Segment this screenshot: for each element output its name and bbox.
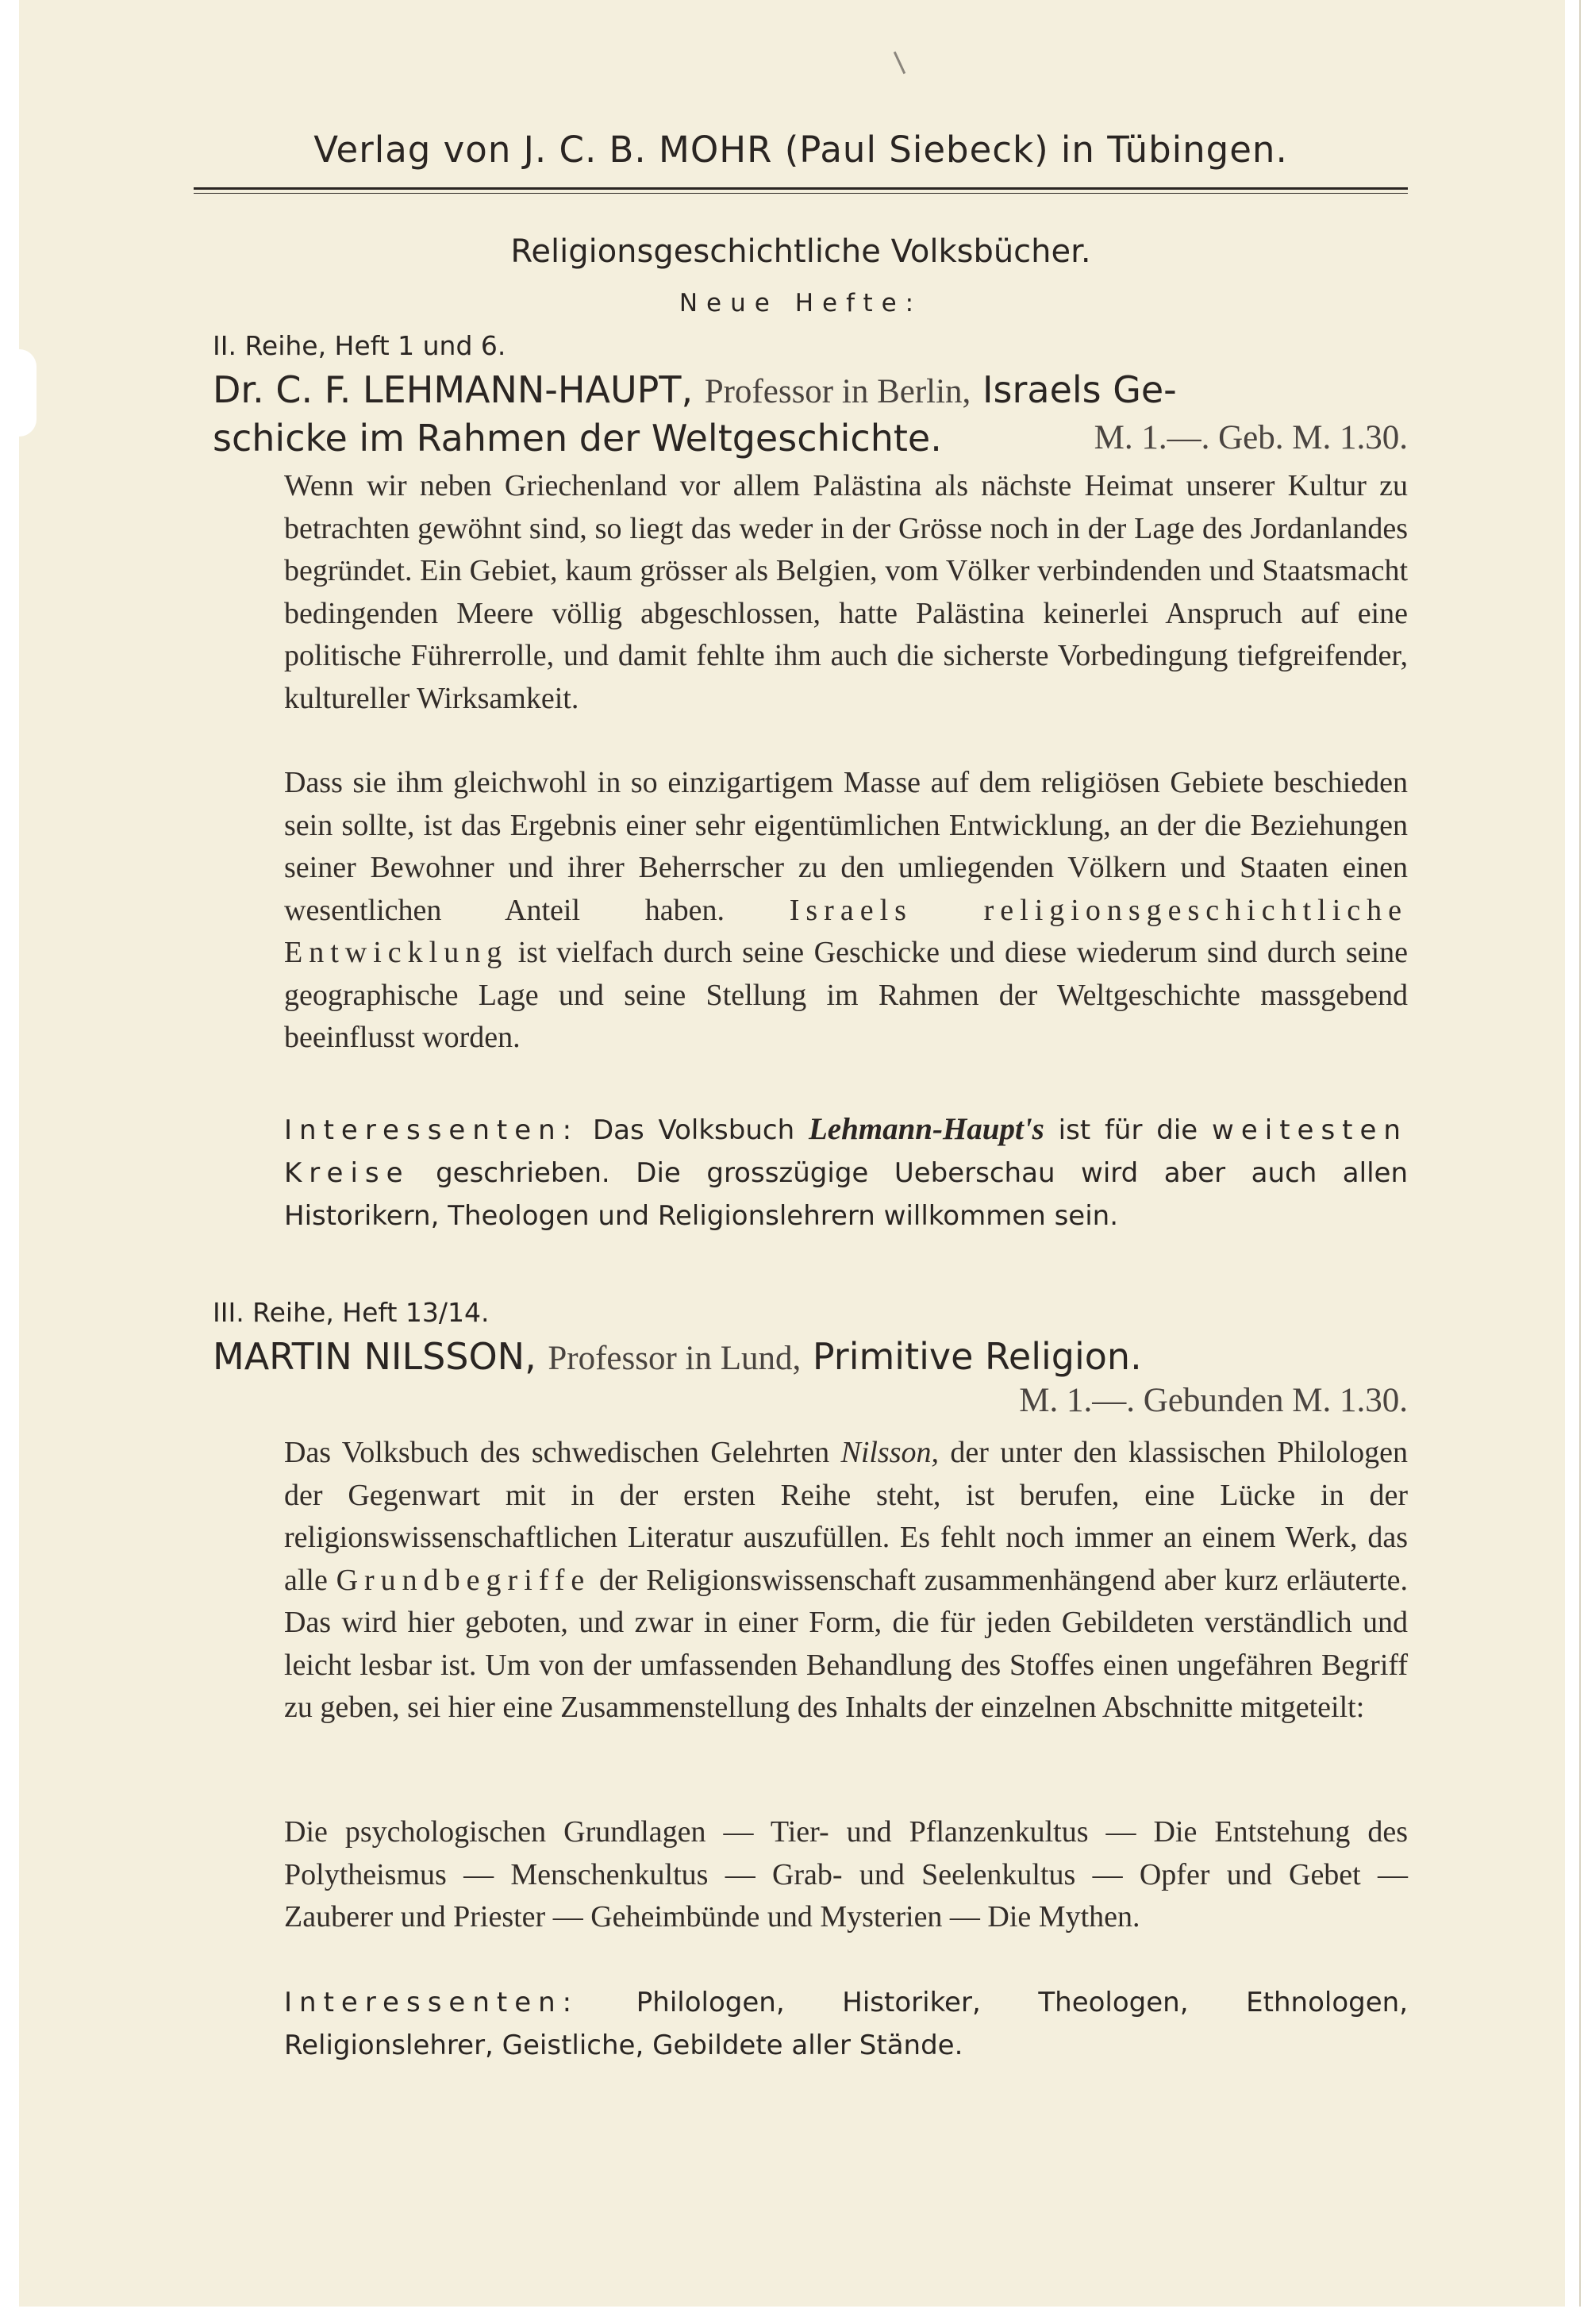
publisher-header: Verlag von J. C. B. MOHR (Paul Siebeck) in Tübingen.	[313, 129, 1288, 171]
entry2-interest-label: Interessenten:	[284, 1987, 579, 2018]
series-title: Religionsgeschichtliche Volksbücher.	[510, 233, 1091, 270]
bottom-margin	[0, 2307, 1584, 2324]
header-rule-thin	[194, 193, 1408, 194]
entry1-paragraph-1	[284, 465, 1408, 720]
entry1-heading	[213, 367, 1408, 461]
entry1-price: M. 1.—. Geb. M. 1.30.	[1094, 419, 1408, 456]
entry1-p2-text-a: Dass sie ihm gleichwohl in so einzigartigem Masse auf dem religiösen Gebiete beschieden sein sollte, ist das Ergebnis einer sehr eigentümlichen Entwicklung, an der die Beziehungen seiner Bewohner und ihrer Beherrscher zu den umliegenden Völkern und Staaten einen wesentlichen Anteil haben.	[284, 766, 1408, 927]
entry1-interest-name: Lehmann-Haupt's	[808, 1112, 1044, 1146]
entry2-p1-text-a: Das Volksbuch des schwedischen Gelehrten	[284, 1436, 830, 1469]
entry1-p1-text: Wenn wir neben Griechenland vor allem Palästina als nächste Heimat unserer Kultur zu betrachten gewöhnt sind, so liegt das weder in der Grösse noch in der Lage des Jordanlandes begründet. Ein Gebiet, kaum grösser als Belgien, vom Völker verbindenden und Staatsmacht bedingenden Meere völlig abgeschlossen, hatte Palästina keinerlei Anspruch auf eine politische Führerrolle, und damit fehlte ihm auch die sicherste Vorbedingung tiefgreifender, kultureller Wirksamkeit.	[284, 469, 1408, 715]
entry2-p1-spaced: Grundbegriffe	[336, 1563, 591, 1597]
entry2-paragraph-2	[284, 1811, 1408, 1939]
entry2-affiliation: Professor in Lund,	[548, 1340, 802, 1377]
entry2-interest-text: Philologen, Historiker, Theologen, Ethnologen, Religionslehrer, Geistliche, Gebildete aller Stände.	[284, 1987, 1408, 2061]
entry1-p2-text-b: ist vielfach durch seine Geschicke und diese wiederum sind durch seine geographische Lage und seine Stellung im Rahmen der Weltgeschichte massgebend beeinflusst worden.	[284, 936, 1409, 1054]
entry2-title: Primitive Religion.	[812, 1335, 1142, 1378]
entry2-p1-text-c: der Religionswissenschaft zusammenhängend aber kurz erläuterte. Das wird hier geboten, und zwar in einer Form, die für jeden Gebildeten verständlich und leicht lesbar ist. Um von der umfassenden Behandlung des Stoffes einen ungefähren Begriff zu geben, sei hier eine Zusammenstellung des Inhalts der einzelnen Abschnitte mitgeteilt:	[284, 1563, 1408, 1724]
entry1-affiliation: Professor in Berlin,	[704, 373, 971, 410]
entry1-author: Dr. C. F. LEHMANN-HAUPT,	[213, 368, 694, 411]
entry1-interest-label: Interessenten:	[284, 1114, 579, 1146]
entry1-reihe: II. Reihe, Heft 1 und 6.	[213, 330, 506, 361]
entry1-interest-b: ist für die	[1058, 1114, 1198, 1146]
entry1-interest	[284, 1108, 1408, 1237]
entry1-interest-c: geschrieben. Die grosszügige Ueberschau wird aber auch allen Historikern, Theologen und Religionslehrern willkommen sein.	[284, 1157, 1408, 1232]
entry1-p2-spaced: Israels religionsgeschichtliche Entwicklung	[284, 893, 1408, 969]
entry1-interest-spaced: weitesten Kreise	[284, 1114, 1408, 1189]
entry2-p1-text-b: der unter den klassischen Philologen der Gegenwart mit in der ersten Reihe steht, ist berufen, eine Lücke in der religionswissenschaftlichen Literatur auszufüllen. Es fehlt noch immer an einem Werk, das alle	[284, 1436, 1409, 1597]
entry1-title-a: Israels Ge-	[982, 368, 1177, 411]
paper-tear	[19, 349, 37, 437]
header-rule	[194, 187, 1408, 190]
entry2-p1-name: Nilsson,	[840, 1436, 940, 1469]
entry1-paragraph-2	[284, 762, 1408, 1060]
entry1-title-b: schicke im Rahmen der Weltgeschichte.	[213, 417, 942, 460]
entry2-heading	[213, 1333, 1408, 1382]
entry1-interest-a: Das Volksbuch	[592, 1114, 795, 1146]
entry2-price: M. 1.—. Gebunden M. 1.30.	[1019, 1382, 1408, 1419]
entry2-author: MARTIN NILSSON,	[213, 1335, 536, 1378]
entry2-p2-text: Die psychologischen Grundlagen — Tier- und Pflanzenkultus — Die Entstehung des Polytheismus — Menschenkultus — Grab- und Seelenkultus — Opfer und Gebet — Zauberer und Priester — Geheimbünde und Mysterien — Die Mythen.	[284, 1815, 1408, 1933]
paper-page	[19, 0, 1565, 2324]
entry2-interest	[284, 1981, 1408, 2067]
page-edge	[1579, 0, 1581, 2324]
paper-mark	[894, 52, 905, 74]
entry2-reihe: III. Reihe, Heft 13/14.	[213, 1297, 490, 1328]
subtitle: Neue Hefte:	[679, 289, 923, 317]
entry2-paragraph-1	[284, 1432, 1408, 1730]
